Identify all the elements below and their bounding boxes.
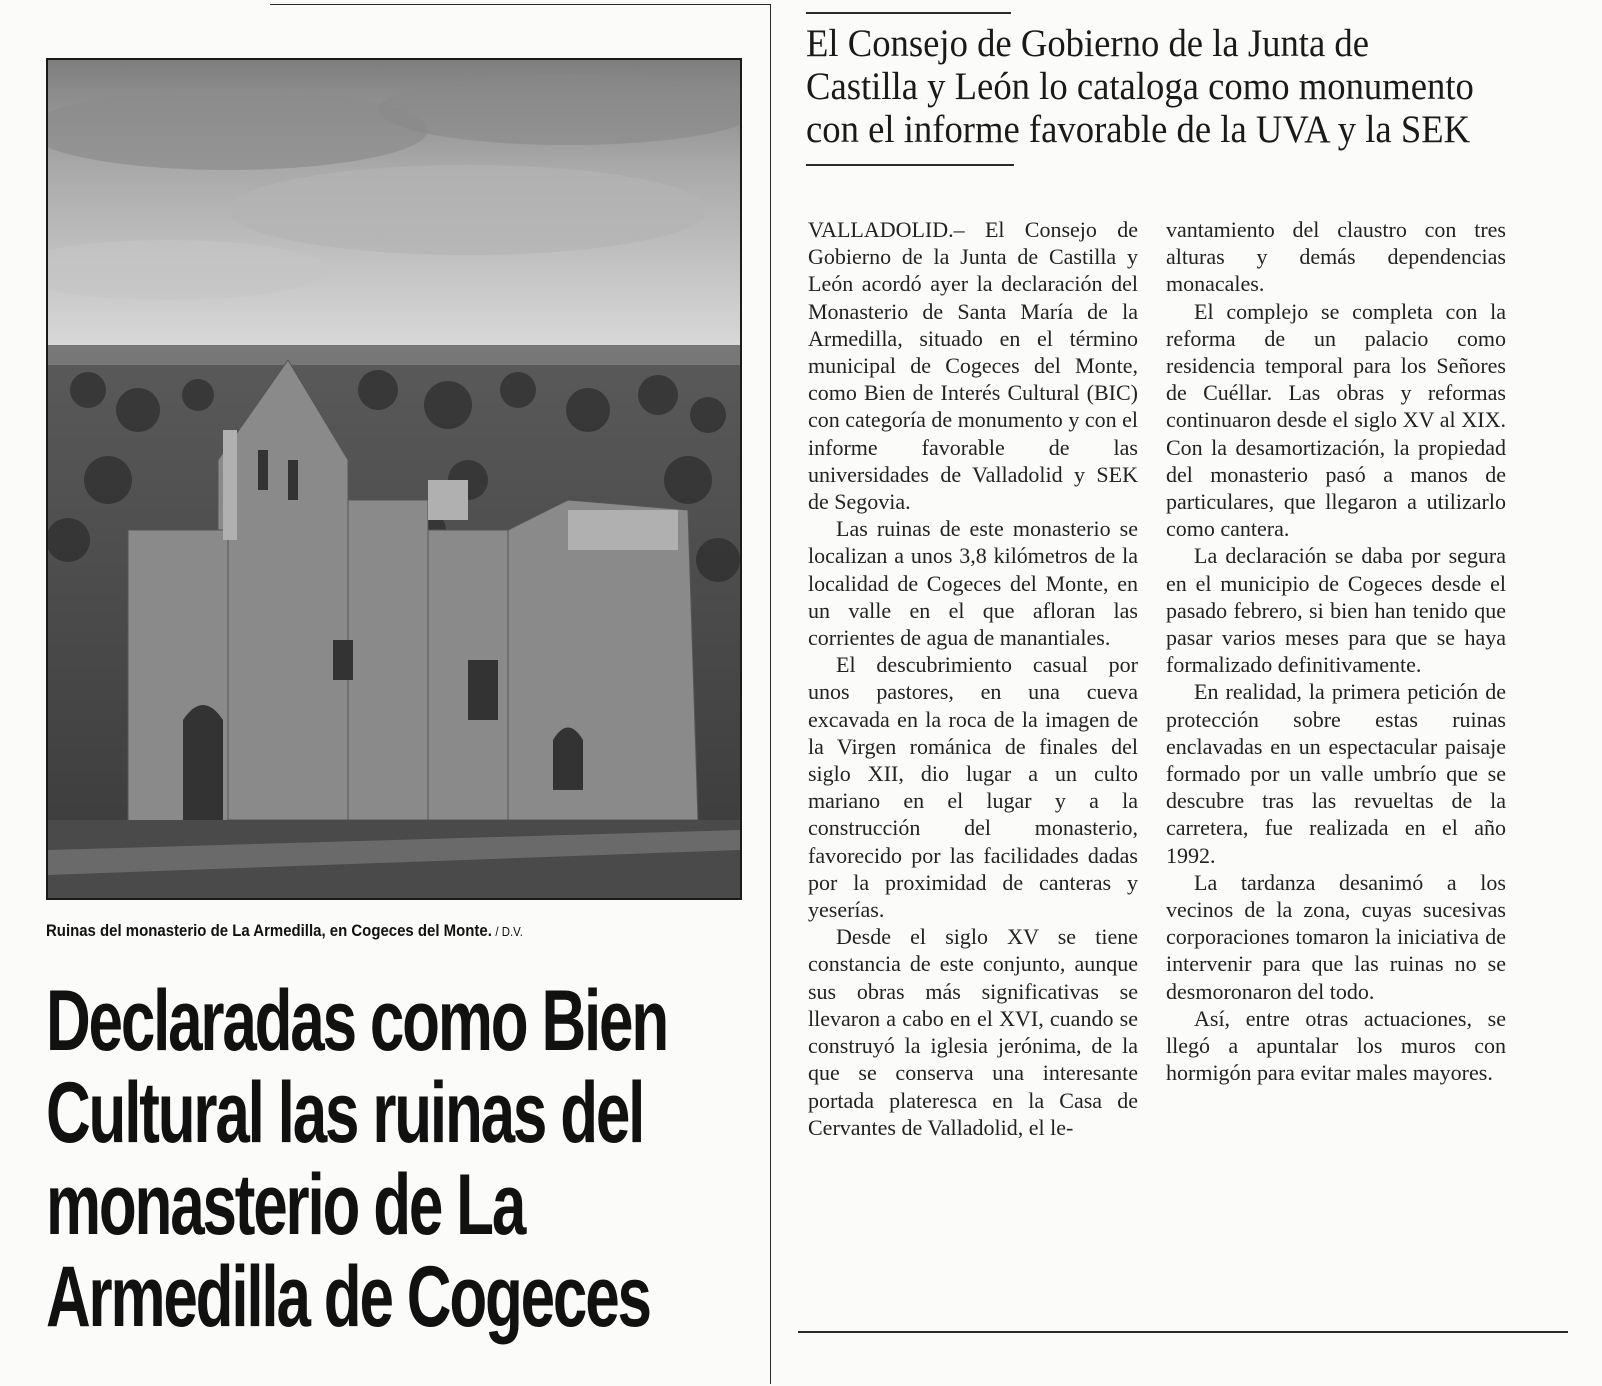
- article-paragraph: Desde el siglo XV se tiene constancia de este conjunto, aunque sus obras más significativas se llevaron a cabo en el XVI, cuando se construyó la iglesia jerónima, de la que se conserva una interesante portada plateresca en la Casa de Cervantes de Valladolid, el le-: [808, 924, 1138, 1140]
- article-paragraph: El descubrimiento casual por unos pastores, en una cueva excavada en la roca de la imagen de la Virgen románica de finales del siglo XII, dio lugar a un culto mariano en el lugar y a la construcción del monasterio, favorecido por las facilidades dadas por la proximidad de canteras y yeserías.: [808, 652, 1138, 923]
- photo-credit: / D.V.: [495, 924, 523, 939]
- article-column-2: [1166, 216, 1506, 1087]
- article-paragraph: Las ruinas de este monasterio se localizan a unos 3,8 kilómetros de la localidad de Cogeces del Monte, en un valle en el que afloran las corrientes de agua de manantiales.: [808, 516, 1138, 651]
- column-divider: [770, 4, 771, 1384]
- photo-caption: [46, 920, 680, 943]
- article-column-1: [808, 216, 1138, 1141]
- article-paragraph: La declaración se daba por segura en el municipio de Cogeces desde el pasado febrero, si bien han tenido que pasar varios meses para que se haya formalizado definitivamente.: [1166, 543, 1506, 678]
- headline-line: monasterio de La: [46, 1157, 525, 1253]
- subhead-rule-bottom: [806, 164, 1014, 166]
- caption-text: Ruinas del monasterio de La Armedilla, en Cogeces del Monte.: [46, 921, 492, 940]
- subhead-line: con el informe favorable de la UVA y la SEK: [806, 108, 1471, 151]
- headline: [46, 975, 746, 1343]
- subhead-line: Castilla y León lo cataloga como monumento: [806, 65, 1474, 108]
- bottom-rule: [798, 1331, 1568, 1333]
- subhead-rule-top: [806, 12, 1011, 14]
- article-paragraph: vantamiento del claustro con tres alturas y demás dependencias monacales.: [1166, 217, 1506, 297]
- headline-line: Cultural las ruinas del: [46, 1065, 644, 1161]
- headline-line: Declaradas como Bien: [46, 973, 667, 1069]
- article-paragraph: La tardanza desanimó a los vecinos de la zona, cuyas sucesivas corporaciones tomaron la iniciativa de intervenir para que las ruinas no se desmoronaron del todo.: [1166, 869, 1506, 1004]
- article-paragraph: VALLADOLID.– El Consejo de Gobierno de la Junta de Castilla y León acordó ayer la declaración del Monasterio de Santa María de la Armedilla, situado en el término municipal de Cogeces del Monte, como Bien de Interés Cultural (BIC) con categoría de monumento y con el informe favorable de las universidades de Valladolid y SEK de Segovia.: [808, 217, 1138, 515]
- article-paragraph: El complejo se completa con la reforma de un palacio como residencia temporal para los Señores de Cuéllar. Las obras y reformas continuaron desde el siglo XV al XIX. Con la desamortización, la propiedad del monasterio pasó a manos de particulares, que llegaron a utilizarlo como cantera.: [1166, 298, 1506, 542]
- ruins-photo: [46, 58, 742, 900]
- article-paragraph: En realidad, la primera petición de protección sobre estas ruinas enclavadas en un espectacular paisaje formado por un valle umbrío que se descubre tras las revueltas de la carretera, fue realizada en el año 1992.: [1166, 679, 1506, 868]
- top-rule-left: [270, 4, 770, 5]
- article-paragraph: Así, entre otras actuaciones, se llegó a apuntalar los muros con hormigón para evitar males mayores.: [1166, 1005, 1506, 1086]
- subheadline: [806, 22, 1520, 151]
- subhead-line: El Consejo de Gobierno de la Junta de: [806, 22, 1370, 65]
- headline-line: Armedilla de Cogeces: [46, 1249, 650, 1345]
